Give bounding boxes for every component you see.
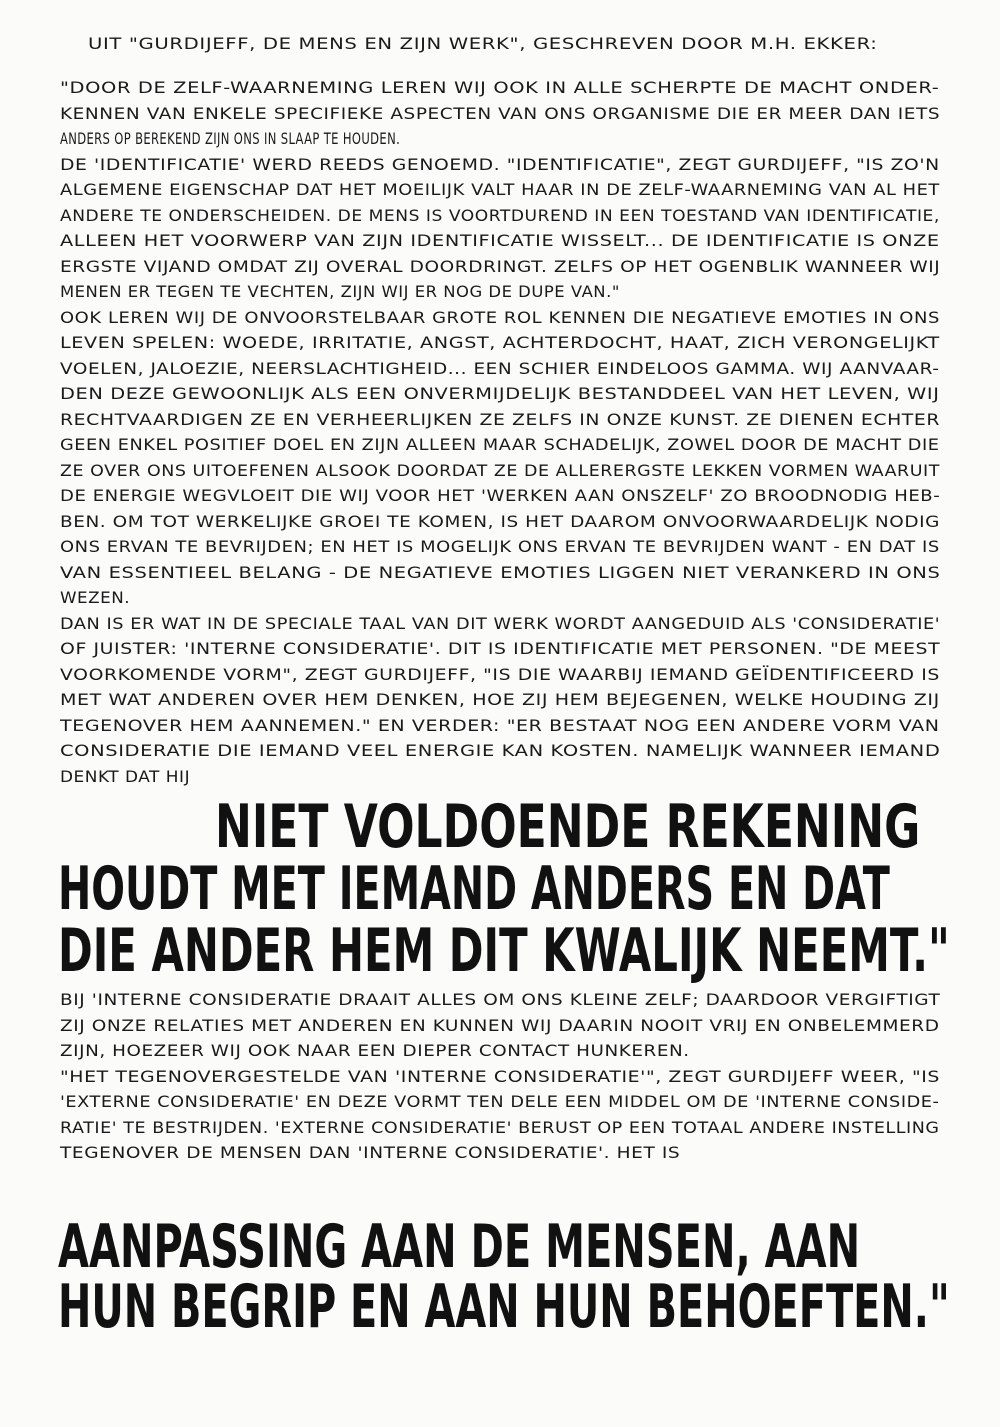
section1-line: ANDERE TE ONDERSCHEIDEN. DE MENS IS VOORTDUREND IN EEN TOESTAND VAN IDENTIFICATIE, bbox=[60, 205, 940, 225]
emphasis2-line: HUN BEGRIP EN AAN HUN BEHOEFTEN." bbox=[58, 1272, 950, 1342]
section1-line: KENNEN VAN ENKELE SPECIFIEKE ASPECTEN VAN ONS ORGANISME DIE ER MEER DAN IETS bbox=[60, 103, 941, 123]
section1-line: VOORKOMENDE VORM", ZEGT GURDIJEFF, "IS DIE WAARBIJ IEMAND GEÏDENTIFICEERD IS bbox=[60, 664, 940, 684]
section1-line: DE 'IDENTIFICATIE' WERD REEDS GENOEMD. "IDENTIFICATIE", ZEGT GURDIJEFF, "IS ZO'N bbox=[60, 154, 940, 174]
emphasis1-line: HOUDT MET IEMAND ANDERS EN DAT bbox=[58, 854, 890, 924]
section1-line: OOK LEREN WIJ DE ONVOORSTELBAAR GROTE ROL KENNEN DIE NEGATIEVE EMOTIES IN ONS bbox=[60, 307, 940, 327]
section1-line: CONSIDERATIE DIE IEMAND VEEL ENERGIE KAN KOSTEN. NAMELIJK WANNEER IEMAND bbox=[60, 741, 941, 760]
section1-line: MET WAT ANDEREN OVER HEM DENKEN, HOE ZIJ HEM BEJEGENEN, WELKE HOUDING ZIJ bbox=[60, 690, 940, 709]
section1-line: GEEN ENKEL POSITIEF DOEL EN ZIJN ALLEEN MAAR SCHADELIJK, ZOWEL DOOR DE MACHT DIE bbox=[60, 435, 940, 454]
section2-line: RATIE' TE BESTRIJDEN. 'EXTERNE CONSIDERATIE' BERUST OP EEN TOTAAL ANDERE INSTELLING bbox=[60, 1117, 940, 1137]
section1-line: ERGSTE VIJAND OMDAT ZIJ OVERAL DOORDRINGT. ZELFS OP HET OGENBLIK WANNEER WIJ bbox=[60, 256, 941, 276]
heading: UIT "GURDIJEFF, DE MENS EN ZIJN WERK", GESCHREVEN DOOR M.H. EKKER: bbox=[88, 34, 878, 53]
section1-line: ZE OVER ONS UITOEFENEN ALSOOK DOORDAT ZE DE ALLERERGSTE LEKKEN VORMEN WAARUIT bbox=[60, 460, 940, 480]
section1-line: DEN DEZE GEWOONLIJK ALS EEN ONVERMIJDELIJK BESTANDDEEL VAN HET LEVEN, WIJ bbox=[60, 384, 940, 403]
section1-line: MENEN ER TEGEN TE VECHTEN, ZIJN WIJ ER NOG DE DUPE VAN." bbox=[60, 282, 620, 301]
section1-line: "DOOR DE ZELF-WAARNEMING LEREN WIJ OOK IN ALLE SCHERPTE DE MACHT ONDER- bbox=[60, 78, 940, 97]
section1-line: OF JUISTER: 'INTERNE CONSIDERATIE'. DIT IS IDENTIFICATIE MET PERSONEN. "DE MEEST bbox=[60, 639, 941, 658]
section1-line: DE ENERGIE WEGVLOEIT DIE WIJ VOOR HET 'WERKEN AAN ONSZELF' ZO BROODNODIG HEB- bbox=[60, 486, 941, 505]
section1-line: BEN. OM TOT WERKELIJKE GROEI TE KOMEN, IS HET DAAROM ONVOORWAARDELIJK NODIG bbox=[60, 511, 940, 531]
section1-line: ALGEMENE EIGENSCHAP DAT HET MOEILIJK VALT HAAR IN DE ZELF-WAARNEMING VAN AL HET bbox=[60, 180, 940, 199]
section2-line: BIJ 'INTERNE CONSIDERATIE DRAAIT ALLES OM ONS KLEINE ZELF; DAARDOOR VERGIFTIGT bbox=[60, 990, 941, 1009]
section2-line: ZIJN, HOEZEER WIJ OOK NAAR EEN DIEPER CONTACT HUNKEREN. bbox=[60, 1041, 690, 1060]
section2-line: ZIJ ONZE RELATIES MET ANDEREN EN KUNNEN WIJ DAARIN NOOIT VRIJ EN ONBELEMMERD bbox=[60, 1015, 940, 1035]
section1-line: TEGENOVER HEM AANNEMEN." EN VERDER: "ER BESTAAT NOG EEN ANDERE VORM VAN bbox=[60, 715, 940, 735]
emphasis1-line: DIE ANDER HEM DIT KWALIJK NEEMT." bbox=[58, 916, 950, 986]
section1-line: ALLEEN HET VOORWERP VAN ZIJN IDENTIFICATIE WISSELT... DE IDENTIFICATIE IS ONZE bbox=[60, 231, 940, 250]
section1-line: DAN IS ER WAT IN DE SPECIALE TAAL VAN DIT WERK WORDT AANGEDUID ALS 'CONSIDERATIE' bbox=[60, 613, 941, 633]
emphasis2-line: AANPASSING AAN DE MENSEN, AAN bbox=[58, 1212, 861, 1282]
section1-line: ONS ERVAN TE BEVRIJDEN; EN HET IS MOGELIJK ONS ERVAN TE BEVRIJDEN WANT - EN DAT IS bbox=[60, 537, 940, 556]
section2-line: "HET TEGENOVERGESTELDE VAN 'INTERNE CONSIDERATIE'", ZEGT GURDIJEFF WEER, "IS bbox=[60, 1066, 940, 1086]
section1-line: VAN ESSENTIEEL BELANG - DE NEGATIEVE EMOTIES LIGGEN NIET VERANKERD IN ONS bbox=[60, 562, 941, 582]
section1-line: VOELEN, JALOEZIE, NEERSLACHTIGHEID... EEN SCHIER EINDELOOS GAMMA. WIJ AANVAAR- bbox=[60, 358, 940, 378]
emphasis1-line: NIET VOLDOENDE REKENING bbox=[215, 792, 921, 862]
section1-line: LEVEN SPELEN: WOEDE, IRRITATIE, ANGST, ACHTERDOCHT, HAAT, ZICH VERONGELIJKT bbox=[60, 333, 940, 352]
section1-line: WEZEN. bbox=[60, 588, 131, 607]
section1-line: ANDERS OP BEREKEND ZIJN ONS IN SLAAP TE HOUDEN. bbox=[60, 129, 401, 148]
section2-line: 'EXTERNE CONSIDERATIE' EN DEZE VORMT TEN DELE EEN MIDDEL OM DE 'INTERNE CONSIDE- bbox=[60, 1092, 940, 1111]
section1-line: RECHTVAARDIGEN ZE EN VERHEERLIJKEN ZE ZELFS IN ONZE KUNST. ZE DIENEN ECHTER bbox=[60, 409, 941, 429]
section2-line: TEGENOVER DE MENSEN DAN 'INTERNE CONSIDERATIE'. HET IS bbox=[60, 1143, 681, 1162]
section1-line: DENKT DAT HIJ bbox=[60, 766, 191, 786]
